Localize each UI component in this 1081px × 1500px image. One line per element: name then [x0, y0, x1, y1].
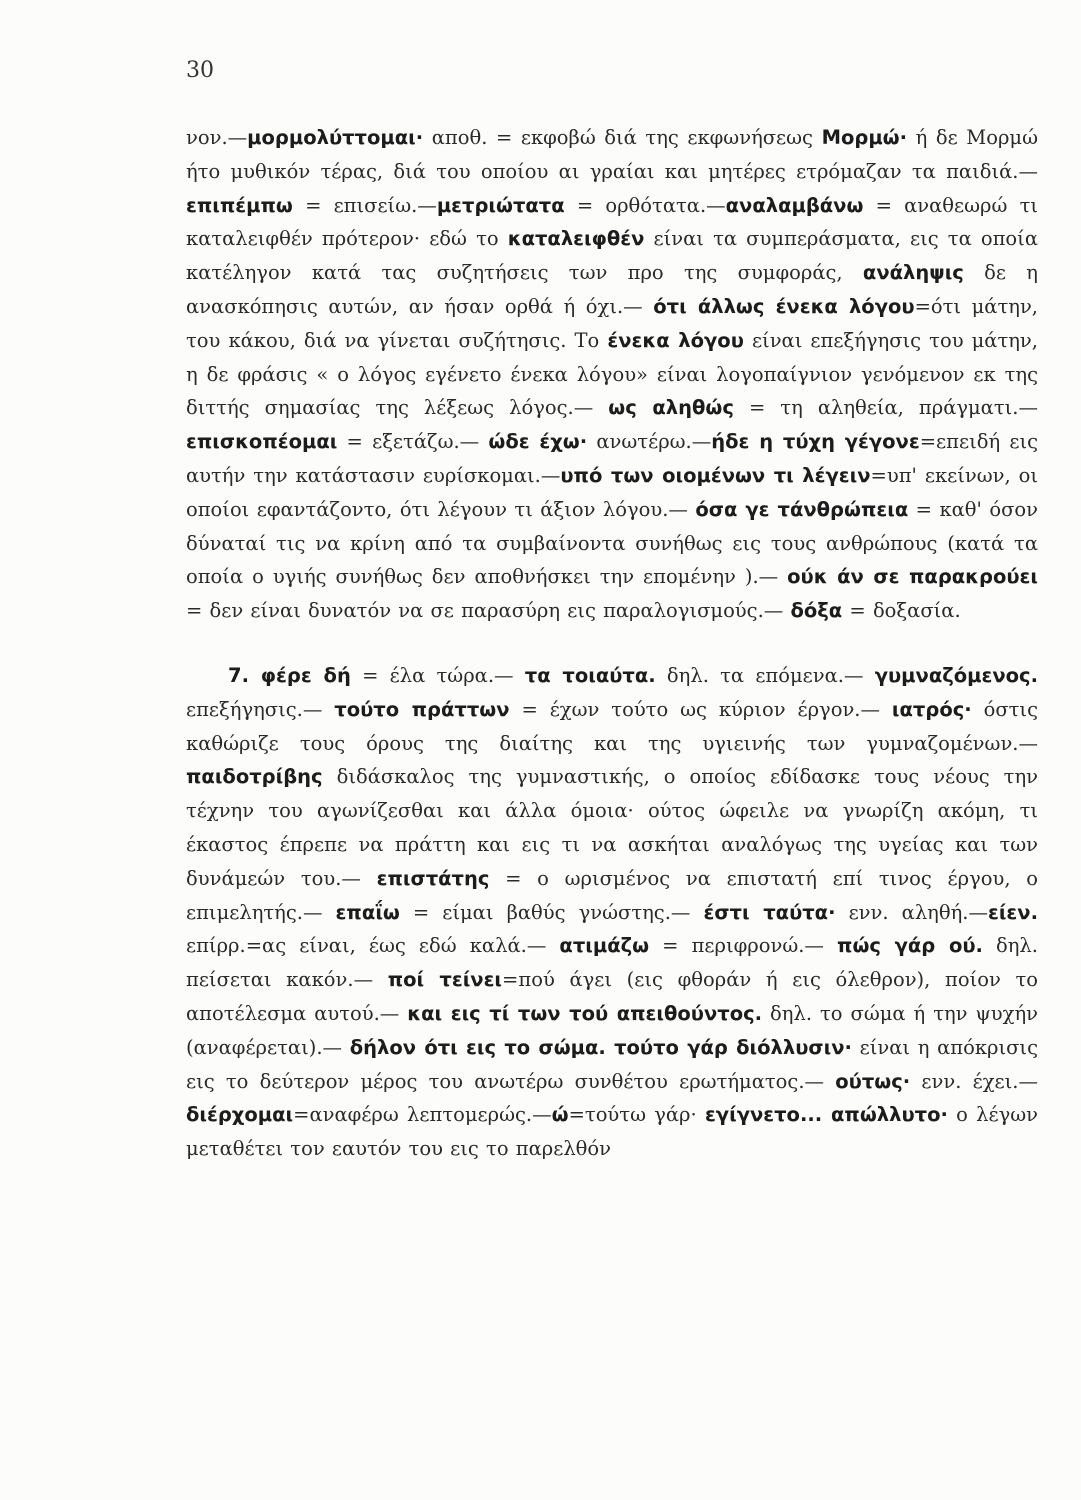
gloss-text: δηλ. πείσεται κακόν.— [186, 934, 1038, 992]
headword: επαΐω [335, 900, 400, 924]
gloss-text: ανωτέρω.— [587, 430, 712, 454]
gloss-text: = ο ωρισμένος να επιστατή επί τινος έργου, ο επιμελητής.— [186, 866, 1038, 924]
headword: ούτως· [835, 1069, 911, 1093]
headword: γυμναζόμενος. [874, 663, 1038, 687]
page-number: 30 [186, 58, 214, 83]
headword: ώδε έχω· [488, 430, 588, 454]
gloss-text: επεξήγησις.— [186, 697, 335, 721]
headword: επιστάτης [376, 866, 490, 890]
headword: εγίγνετο... απώλλυτο· [704, 1103, 948, 1127]
headword: ούκ άν σε παρακρούει [787, 565, 1039, 589]
gloss-text: = εξετάζω.— [337, 430, 489, 454]
headword: ήδε η τύχη γέγονε [711, 430, 920, 454]
gloss-text: είναι τα συμπεράσματα, εις τα οποία κατέληγον κατά τας συζητήσεις των προ της συμφοράς, [186, 227, 1038, 285]
headword: ότι άλλως ένεκα λόγου [653, 294, 915, 318]
gloss-text: = περιφρονώ.— [649, 934, 838, 958]
headword: διέρχομαι [186, 1103, 294, 1127]
headword: τούτο πράττων [334, 697, 510, 721]
headword: 7. φέρε δή [228, 663, 351, 687]
gloss-text: =υπ' εκείνων, οι οποίοι εφαντάζοντο, ότι λέγουν τι άξιον λόγου.— [186, 463, 1039, 521]
headword: δόξα [790, 599, 843, 623]
gloss-text: = έχων τούτο ως κύριον έργον.— [509, 697, 892, 721]
headword: μορμολύττομαι· [247, 126, 424, 149]
headword: μετριώτατα [436, 193, 565, 217]
gloss-text: ενν. έχει.— [910, 1069, 1039, 1093]
gloss-text: ή δε Μορμώ ήτο μυθικόν τέρας, διά του οποίου αι γραίαι και μητέρες ετρόμαζαν τα παιδιά.— [186, 126, 1039, 183]
gloss-text: =επειδή εις αυτήν την κατάστασιν ευρίσκομαι.— [186, 430, 1039, 487]
gloss-text: επίρρ.=ας είναι, έως εδώ καλά.— [186, 934, 560, 958]
headword: τα τοιαύτα. [524, 663, 656, 687]
headword: και εις τί των τού απειθούντος. [407, 1001, 763, 1025]
gloss-text: ο λέγων μεταθέτει τον εαυτόν του εις το παρελθόν [186, 1103, 1038, 1161]
headword: ως αληθώς [608, 396, 734, 420]
gloss-text: διδάσκαλος της γυμναστικής, ο οποίος εδίδασκε τους νέους την τέχνην του αγωνίζεσθαι και άλλα όμοια· ούτος ώφειλε να γνωρίζη ακόμη, τι έκαστος έπρεπε να πράττη και εις τι να ασκήται αναλόγως της υγείας και των δυνάμεών του.— [186, 765, 1038, 890]
headword: ιατρός· [891, 697, 972, 721]
gloss-text: =πού άγει (εις φθοράν ή εις όλεθρον), ποίον το αποτέλεσμα αυτού.— [186, 968, 1039, 1025]
gloss-text: = καθ' όσον δύναταί τις να κρίνη από τα συμβαίνοντα συνήθως εις τους ανθρώπους (κατά τα οποία ο υγιής συνήθως δεν αποθνήσκει την επομένην ).— [186, 497, 1038, 589]
gloss-text: = επισείω.— [292, 193, 437, 217]
headword: όσα γε τάνθρώπεια [695, 497, 909, 521]
gloss-text: = είμαι βαθύς γνώστης.— [399, 900, 704, 924]
headword: είεν. [987, 900, 1038, 924]
gloss-text: αποθ. = εκφοβώ διά της εκφωνήσεως [423, 126, 822, 149]
gloss-text: νον.— [186, 126, 248, 149]
gloss-text: = δεν είναι δυνατόν να σε παρασύρη εις παραλογισμούς.— [186, 599, 791, 623]
headword: καταλειφθέν [507, 227, 645, 251]
gloss-text: είναι η απόκρισις εις το δεύτερον μέρος του ανωτέρω συνθέτου ερωτήματος.— [186, 1035, 1039, 1093]
headword: έστι ταύτα· [703, 900, 836, 924]
gloss-text: είναι επεξήγησις του μάτην, η δε φράσις « ο λόγος εγένετο ένεκα λόγου» είναι λογοπαίγνιον γενόμενον εκ της διττής σημασίας της λέξεως λόγος.— [186, 328, 1038, 420]
headword: ένεκα λόγου [607, 328, 744, 352]
paragraph [186, 121, 1038, 628]
headword: ώ [551, 1103, 569, 1127]
text-body [186, 121, 1038, 1166]
headword: επιπέμπω [186, 193, 293, 217]
headword: ποί τείνει [387, 968, 503, 992]
paragraph [186, 659, 1038, 1166]
gloss-text: = αναθεωρώ τι καταλειφθέν πρότερον· εδώ το [186, 193, 1039, 251]
headword: αναλαμβάνω [725, 193, 864, 217]
headword: ατιμάζω [559, 934, 650, 958]
gloss-text: =τούτω γάρ· [568, 1103, 705, 1127]
gloss-text: ενν. αληθή.— [835, 900, 988, 924]
gloss-text: όστις καθώριζε τους όρους της διαίτης και της υγιεινής των γυμναζομένων.— [186, 697, 1039, 755]
headword: ανάληψις [862, 261, 964, 285]
gloss-text: = ορθότατα.— [564, 193, 726, 217]
gloss-text: = έλα τώρα.— [350, 663, 525, 687]
headword: επισκοπέομαι [186, 430, 338, 454]
gloss-text: δηλ. τα επόμενα.— [655, 663, 875, 687]
headword: παιδοτρίβης [186, 765, 323, 789]
gloss-text: δε η ανασκόπησις αυτών, αν ήσαν ορθά ή όχι.— [186, 261, 1038, 318]
gloss-text: = τη αληθεία, πράγματι.— [733, 396, 1038, 420]
headword: Μορμώ· [821, 126, 908, 149]
headword: δήλον ότι εις το σώμα. τούτο γάρ διόλλυσιν· [349, 1035, 852, 1059]
gloss-text: δηλ. το σώμα ή την ψυχήν (αναφέρεται).— [186, 1001, 1039, 1059]
headword: πώς γάρ ού. [837, 934, 983, 958]
gloss-text: =ότι μάτην, του κάκου, διά να γίνεται συζήτησις. Το [186, 294, 1039, 352]
headword: υπό των οιομένων τι λέγειν [560, 463, 871, 487]
gloss-text: = δοξασία. [842, 599, 961, 623]
gloss-text: =αναφέρω λεπτομερώς.— [293, 1103, 552, 1127]
